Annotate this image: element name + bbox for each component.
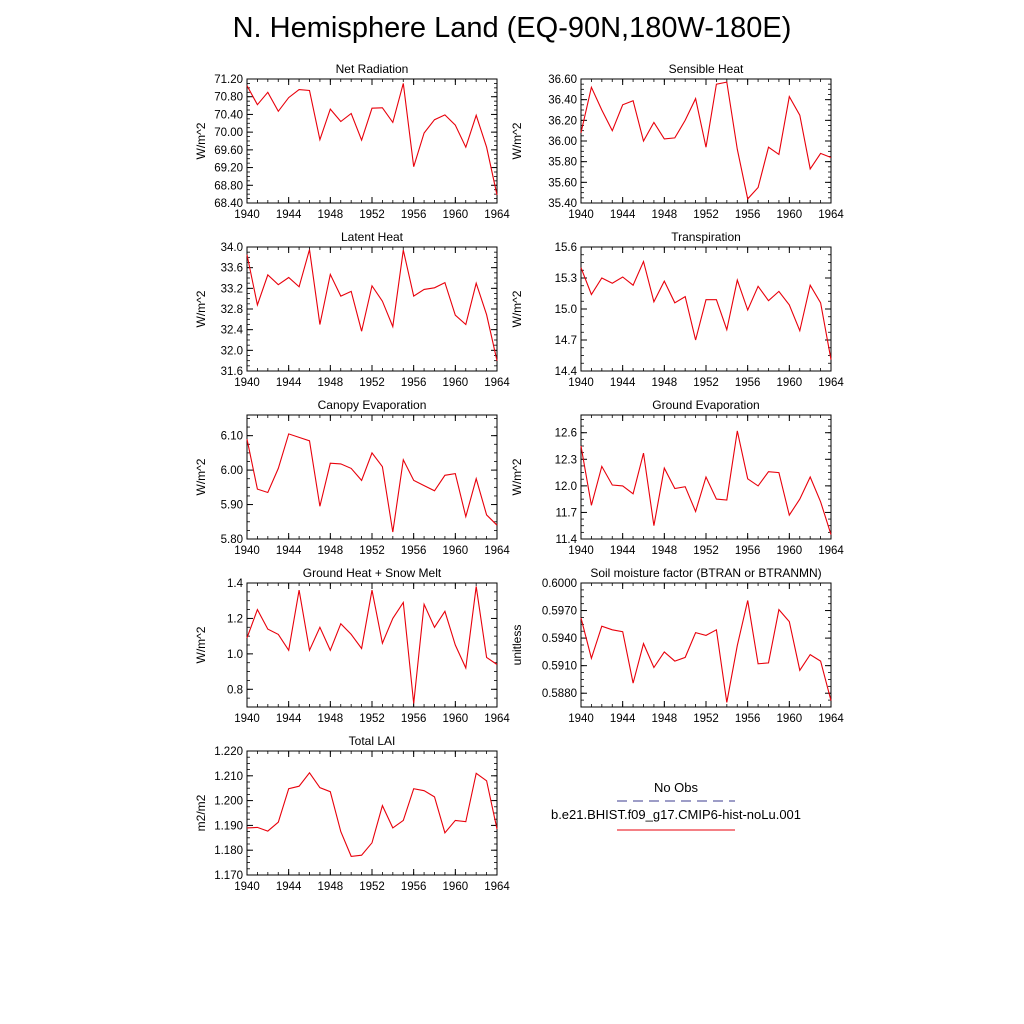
y-tick-label: 6.00	[220, 465, 243, 478]
panel-title: Ground Heat + Snow Melt	[302, 566, 442, 580]
x-tick-label: 1960	[442, 209, 469, 221]
y-tick-label: 1.4	[227, 578, 243, 590]
plot-frame	[581, 79, 831, 203]
x-tick-label: 1940	[568, 377, 594, 389]
x-tick-label: 1952	[693, 545, 719, 557]
page-title: N. Hemisphere Land (EQ-90N,180W-180E)	[232, 12, 792, 44]
legend-label-obs: No Obs	[653, 780, 699, 795]
x-tick-label: 1960	[442, 713, 469, 725]
y-tick-label: 1.210	[214, 770, 243, 783]
x-tick-label: 1948	[651, 545, 678, 557]
series-line	[247, 250, 497, 361]
panel-3	[194, 230, 510, 389]
y-tick-label: 0.5940	[541, 633, 577, 646]
y-tick-label: 1.190	[214, 820, 243, 833]
y-tick-label: 11.7	[555, 507, 577, 520]
x-tick-label: 1956	[734, 209, 761, 221]
panel-2	[510, 62, 844, 221]
legend	[551, 780, 801, 830]
series-line	[247, 83, 497, 195]
x-tick-label: 1956	[400, 209, 427, 221]
y-tick-label: 32.4	[220, 324, 243, 337]
panel-7	[194, 566, 510, 725]
x-tick-label: 1964	[484, 881, 510, 893]
x-tick-label: 1940	[234, 209, 260, 221]
x-tick-label: 1944	[275, 881, 302, 893]
x-tick-label: 1964	[818, 209, 844, 221]
plot-frame	[247, 751, 497, 875]
series-line	[581, 82, 831, 199]
x-tick-label: 1964	[484, 209, 510, 221]
y-tick-label: 11.4	[555, 534, 577, 546]
x-tick-label: 1960	[442, 377, 469, 389]
panel-title: Ground Evaporation	[652, 398, 760, 412]
series-line	[247, 773, 497, 857]
y-tick-label: 33.2	[220, 283, 243, 296]
x-tick-label: 1964	[818, 377, 844, 389]
x-tick-label: 1944	[275, 377, 302, 389]
x-tick-label: 1964	[484, 377, 510, 389]
y-tick-label: 69.60	[214, 144, 243, 157]
y-tick-label: 0.6000	[541, 578, 577, 590]
y-tick-label: 1.200	[214, 795, 243, 808]
y-tick-label: 0.8	[227, 684, 243, 697]
x-tick-label: 1952	[693, 377, 719, 389]
panel-9	[194, 734, 510, 893]
y-tick-label: 1.2	[227, 613, 243, 626]
legend-label-model: b.e21.BHIST.f09_g17.CMIP6-hist-noLu.001	[550, 807, 802, 822]
series-line	[247, 587, 497, 704]
y-tick-label: 15.6	[554, 242, 577, 254]
x-tick-label: 1940	[234, 545, 260, 557]
x-tick-label: 1964	[818, 713, 844, 725]
y-tick-label: 0.5910	[541, 660, 577, 673]
y-tick-label: 32.8	[220, 304, 243, 316]
x-tick-label: 1956	[734, 545, 761, 557]
y-tick-label: 70.00	[214, 127, 243, 140]
y-tick-label: 5.80	[220, 534, 243, 546]
y-axis-label: W/m^2	[194, 290, 208, 328]
series-line	[581, 601, 831, 703]
panel-5	[194, 398, 510, 557]
x-tick-label: 1940	[234, 377, 260, 389]
y-tick-label: 35.80	[548, 156, 577, 169]
panel-title: Canopy Evaporation	[317, 398, 427, 412]
x-tick-label: 1960	[442, 545, 469, 557]
y-tick-label: 33.6	[220, 262, 243, 275]
x-tick-label: 1952	[359, 881, 385, 893]
y-axis-label: W/m^2	[510, 122, 524, 160]
y-tick-label: 12.3	[554, 454, 577, 467]
x-tick-label: 1944	[275, 713, 302, 725]
y-tick-label: 71.20	[214, 74, 243, 86]
panel-4	[510, 230, 844, 389]
y-tick-label: 6.10	[220, 430, 243, 443]
y-tick-label: 1.220	[214, 746, 243, 758]
x-tick-label: 1944	[275, 545, 302, 557]
x-tick-label: 1956	[400, 377, 427, 389]
x-tick-label: 1956	[734, 713, 761, 725]
series-line	[581, 262, 831, 360]
y-tick-label: 36.20	[548, 115, 577, 128]
plot-frame	[247, 79, 497, 203]
panel-title: Transpiration	[671, 230, 741, 244]
x-tick-label: 1948	[317, 545, 344, 557]
x-tick-label: 1956	[734, 377, 761, 389]
y-tick-label: 32.0	[220, 345, 243, 358]
y-tick-label: 1.0	[227, 648, 243, 661]
x-tick-label: 1940	[568, 209, 594, 221]
x-tick-label: 1940	[234, 713, 260, 725]
y-tick-label: 34.0	[220, 242, 243, 254]
x-tick-label: 1952	[693, 209, 719, 221]
x-tick-label: 1960	[442, 881, 469, 893]
panel-title: Latent Heat	[340, 230, 404, 244]
x-tick-label: 1964	[484, 545, 510, 557]
panel-1	[194, 62, 510, 221]
x-tick-label: 1940	[568, 545, 594, 557]
x-tick-label: 1940	[568, 713, 594, 725]
plot-frame	[581, 247, 831, 371]
y-tick-label: 68.80	[214, 180, 243, 193]
x-tick-label: 1948	[317, 881, 344, 893]
x-tick-label: 1948	[317, 713, 344, 725]
y-tick-label: 31.6	[220, 366, 243, 378]
y-tick-label: 69.20	[214, 162, 243, 175]
y-axis-label: W/m^2	[510, 290, 524, 328]
plot-frame	[581, 583, 831, 707]
y-tick-label: 0.5880	[541, 688, 577, 701]
x-tick-label: 1960	[776, 377, 803, 389]
y-tick-label: 15.3	[554, 273, 577, 285]
x-tick-label: 1964	[484, 713, 510, 725]
y-axis-label: W/m^2	[194, 626, 208, 664]
y-tick-label: 68.40	[214, 198, 243, 210]
x-tick-label: 1960	[776, 713, 803, 725]
y-tick-label: 1.180	[214, 845, 243, 858]
x-tick-label: 1948	[651, 377, 678, 389]
y-tick-label: 12.0	[554, 480, 577, 493]
x-tick-label: 1956	[400, 713, 427, 725]
x-tick-label: 1952	[359, 545, 385, 557]
y-tick-label: 1.170	[214, 870, 243, 882]
y-tick-label: 36.00	[548, 136, 577, 148]
panel-title: Total LAI	[348, 734, 396, 748]
y-tick-label: 35.40	[548, 198, 577, 210]
y-tick-label: 35.60	[548, 177, 577, 190]
y-axis-label: unitless	[510, 624, 524, 666]
plot-frame	[247, 247, 497, 371]
x-tick-label: 1960	[776, 209, 803, 221]
panel-title: Net Radiation	[335, 62, 409, 76]
y-tick-label: 5.90	[220, 499, 243, 512]
y-tick-label: 14.7	[554, 335, 577, 347]
x-tick-label: 1944	[609, 209, 636, 221]
x-tick-label: 1944	[609, 545, 636, 557]
panel-title: Soil moisture factor (BTRAN or BTRANMN)	[590, 566, 822, 580]
y-tick-label: 14.4	[554, 366, 577, 378]
x-tick-label: 1952	[359, 713, 385, 725]
y-tick-label: 36.40	[548, 94, 577, 107]
x-tick-label: 1956	[400, 881, 427, 893]
x-tick-label: 1948	[317, 209, 344, 221]
x-tick-label: 1944	[609, 713, 636, 725]
x-tick-label: 1956	[400, 545, 427, 557]
y-tick-label: 12.6	[554, 427, 577, 440]
y-axis-label: W/m^2	[194, 458, 208, 496]
x-tick-label: 1944	[275, 209, 302, 221]
x-tick-label: 1960	[776, 545, 803, 557]
series-line	[247, 434, 497, 532]
plot-frame	[247, 583, 497, 707]
x-tick-label: 1940	[234, 881, 260, 893]
y-tick-label: 70.40	[214, 109, 243, 122]
y-tick-label: 70.80	[214, 91, 243, 104]
panel-6	[510, 398, 844, 557]
x-tick-label: 1948	[317, 377, 344, 389]
y-tick-label: 36.60	[548, 74, 577, 86]
y-tick-label: 0.5970	[541, 605, 577, 618]
x-tick-label: 1952	[359, 377, 385, 389]
panel-title: Sensible Heat	[668, 62, 744, 76]
x-tick-label: 1964	[818, 545, 844, 557]
plot-frame	[247, 415, 497, 539]
x-tick-label: 1952	[359, 209, 385, 221]
y-axis-label: m2/m2	[194, 794, 208, 832]
y-axis-label: W/m^2	[510, 458, 524, 496]
x-tick-label: 1944	[609, 377, 636, 389]
y-tick-label: 15.0	[554, 304, 577, 316]
series-line	[581, 431, 831, 535]
x-tick-label: 1952	[693, 713, 719, 725]
y-axis-label: W/m^2	[194, 122, 208, 160]
x-tick-label: 1948	[651, 713, 678, 725]
panel-8	[510, 566, 844, 725]
x-tick-label: 1948	[651, 209, 678, 221]
